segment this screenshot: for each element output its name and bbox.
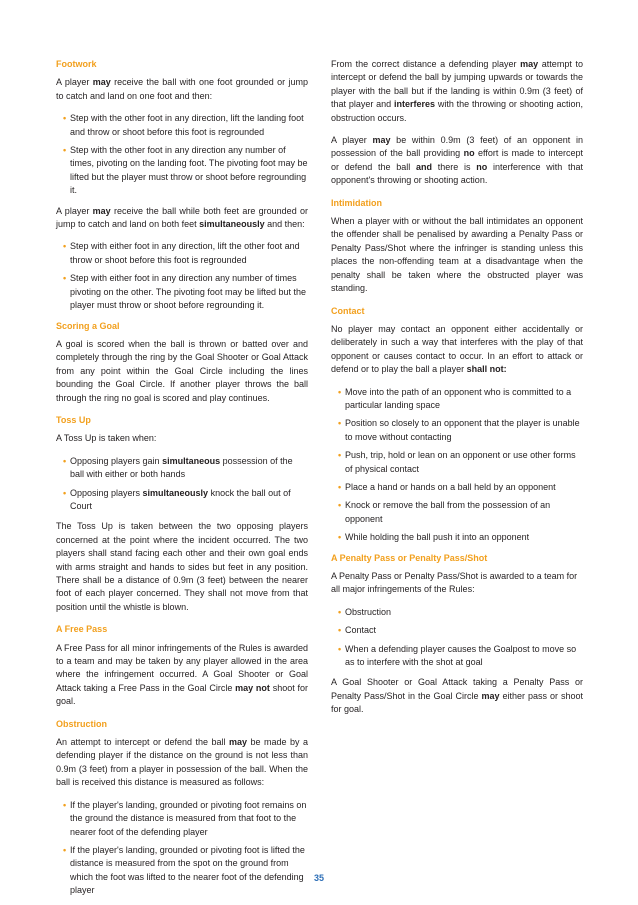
penalty-list [331,606,583,670]
footwork-section [56,58,308,313]
tossup-list [56,455,308,514]
list-item: • Opposing players simultaneously knock the ball out of Court [63,487,291,511]
freepass-heading: A Free Pass [56,624,108,635]
bullet-icon: • [338,500,342,511]
tossup-intro: A Toss Up is taken when: [56,433,157,444]
page-number: 35 [313,873,324,883]
list-item: • When a defending player causes the Goalpost to move so as to interfere with the shot at goal [338,643,577,668]
bullet-icon: • [63,113,67,124]
contact-section [331,305,583,545]
list-item: • Obstruction [331,606,583,619]
obstruction-paragraph-2: From the correct distance a defending player may attempt to intercept or defend the ball by jumping upwards or towards the player with the ball but if the landing is within 0.9m (3 feet) of that player and interferes with the throwing or shooting action, obstruction occurs. [331,59,583,123]
bullet-icon: • [338,481,342,492]
bullet-icon: • [63,273,67,284]
tossup-paragraph-2: The Toss Up is taken between the two opposing players concerned at the point where the incident occurred. The two players shall stand facing each other and their own goal ends with arms straight and hands to sides but feet in any position. There shall be a distance of 0.9m (3 feet) between the nearer foot of each player concerned. They shall not move from that position until the whistle is blown. [56,521,308,612]
intimidation-paragraph: When a player with or without the ball intimidates an opponent the offender shall be penalised by awarding a Penalty Pass or Penalty Pass/Shot where the infringer is standing unless this places the non-offending team at a disadvantage when the penalty shall be taken where the obstructed player was standing. [331,216,583,294]
scoring-heading: Scoring a Goal [56,320,120,331]
scoring-paragraph: A goal is scored when the ball is thrown or batted over and completely through the ring by the Goal Shooter or Goal Attack from any point within the Goal Circle including the lines bounding the Goal Circle. If another player throws the ball through the ring no goal is scored and play continues. [56,338,308,403]
list-item: • Position so closely to an opponent that the player is unable to move without contacting [338,418,580,442]
bullet-icon: • [338,625,342,636]
bullet-icon: • [338,606,342,617]
list-item: • Contact [331,624,583,637]
footwork-heading: Footwork [56,59,97,69]
bullet-icon: • [63,844,67,855]
bullet-icon: • [338,418,342,429]
penalty-section [331,552,583,717]
list-item: • Knock or remove the ball from the possession of an opponent [338,500,551,524]
left-column [56,58,308,905]
obstruction-continued [331,58,583,188]
obstruction-paragraph: An attempt to intercept or defend the ball may be made by a defending player if the distance on the ground is not less than 0.9m (3 feet) from a player in possession of the ball. When the ball is received this distance is measured as follows: [56,737,308,788]
right-column [331,58,583,726]
list-item: • Step with the other foot in any direction, lift the landing foot and throw or shoot before this foot is regrounded [63,113,304,137]
bullet-icon: • [63,487,67,498]
list-item: • If the player's landing, grounded or pivoting foot remains on the ground the distance is measured from that foot to the nearer foot of the defending player [63,799,307,837]
list-item: • Step with either foot in any direction any number of times pivoting on the other. The pivoting foot may be lifted but the player must throw or shoot before regrounding it. [63,273,306,311]
bullet-icon: • [63,455,67,466]
scoring-section [56,320,308,405]
contact-paragraph: No player may contact an opponent either accidentally or deliberately in such a way that interferes with the play of that opponent or causes contact to occur. In an effort to attack or defend or to play the ball a player shall not: [331,323,583,375]
list-item: • Step with the other foot in any direction any number of times, pivoting on the landing foot. The pivoting foot may be lifted but the player must throw or shoot before regrounding it. [63,145,308,196]
obstruction-section [56,718,308,898]
footwork-paragraph-2: A player may receive the ball while both feet are grounded or jump to catch and land on both feet simultaneously and then: [56,205,308,230]
intimidation-heading: Intimidation [331,197,382,208]
tossup-section [56,414,308,614]
list-item: • If the player's landing, grounded or pivoting foot is lifted the distance is measured from the spot on the ground from which the foot was lifted to the nearer foot of the defending player [63,844,305,896]
obstruction-heading: Obstruction [56,718,107,729]
freepass-paragraph: A Free Pass for all minor infringements of the Rules is awarded to a team and may be taken by any player allowed in the area where the infringement occurred. A Goal Shooter or Goal Attack taking a Free Pass in the Goal Circle may not shoot for goal. [56,642,308,707]
list-item: • Place a hand or hands on a ball held by an opponent [331,481,583,494]
bullet-icon: • [338,386,342,397]
contact-heading: Contact [331,305,365,316]
footwork-list-1 [56,112,308,197]
bullet-icon: • [338,532,342,543]
contact-list [331,386,583,545]
list-item: • Step with either foot in any direction, lift the other foot and throw or shoot before this foot is regrounded [63,241,300,265]
footwork-list-2 [56,240,308,312]
list-item: • Opposing players gain simultaneous possession of the ball with either or both hands [63,455,293,480]
tossup-heading: Toss Up [56,414,91,425]
list-item: • While holding the ball push it into an opponent [331,531,583,544]
bullet-icon: • [63,799,67,810]
list-item: • Push, trip, hold or lean on an opponent or use other forms of physical contact [338,450,576,474]
obstruction-paragraph-3: A player may be within 0.9m (3 feet) of an opponent in possession of the ball providing no effort is made to intercept or defend the ball and there is no interference with that opponent's throwing or shooting action. [331,135,584,186]
penalty-paragraph-2: A Goal Shooter or Goal Attack taking a Penalty Pass or Penalty Pass/Shot in the Goal Circle may either pass or shoot for goal. [331,677,584,715]
intimidation-section [331,197,583,296]
list-item: • Move into the path of an opponent who is committed to a particular landing space [338,386,572,410]
bullet-icon: • [338,450,342,461]
penalty-paragraph: A Penalty Pass or Penalty Pass/Shot is awarded to a team for all major infringements of the Rules: [331,571,578,595]
bullet-icon: • [63,145,67,156]
bullet-icon: • [338,643,342,654]
freepass-section [56,623,308,708]
bullet-icon: • [63,241,67,252]
penalty-heading: A Penalty Pass or Penalty Pass/Shot [331,552,488,563]
footwork-paragraph-1: A player may receive the ball with one foot grounded or jump to catch and land on one foot and then: [56,77,308,101]
